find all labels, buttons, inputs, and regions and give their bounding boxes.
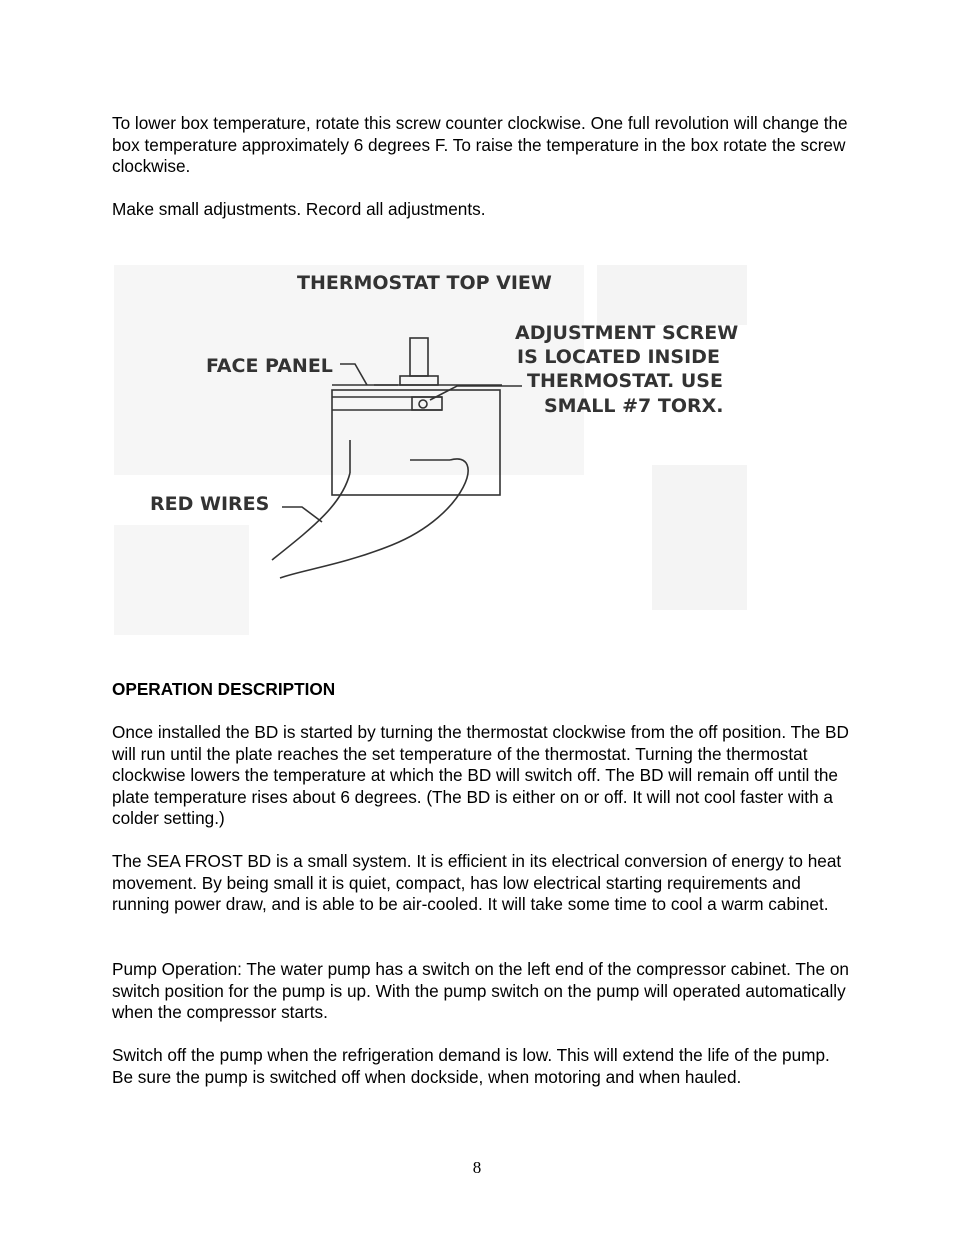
figure-title: THERMOSTAT TOP VIEW — [297, 272, 552, 294]
thermostat-diagram — [112, 260, 752, 640]
paragraph-start-operation: Once installed the BD is started by turning the thermostat clockwise from the off position. The BD will run until the plate reaches the set temperature of the thermostat. Turning the thermostat clockwise lowers the temperature at which the BD will switch off. The BD will remain off until the plate temperature rises about 6 degrees. (The BD is either on or off. It will not cool faster with a colder setting.) — [112, 722, 849, 828]
paragraph-pump-switch-off: Switch off the pump when the refrigeration demand is low. This will extend the life of the pump. Be sure the pump is switched off when dockside, when motoring and when hauled. — [112, 1045, 830, 1087]
paragraph-pump-operation: Pump Operation: The water pump has a switch on the left end of the compressor cabinet. The on switch position for the pump is up. With the pump switch on the pump will operated automatically when the compressor starts. — [112, 959, 849, 1022]
section-heading: OPERATION DESCRIPTION — [112, 679, 336, 699]
red-wires-label: RED WIRES — [150, 493, 270, 515]
paragraph-system-description: The SEA FROST BD is a small system. It is efficient in its electrical conversion of energy to heat movement. By being small it is quiet, compact, has low electrical starting requirements and running power draw, and is able to be air-cooled. It will take some time to cool a warm cabinet. — [112, 851, 842, 914]
page-number: 8 — [472, 1158, 482, 1177]
screw-label-line-1: ADJUSTMENT SCREW — [515, 322, 739, 344]
screw-label-line-3: THERMOSTAT. USE — [527, 370, 723, 392]
face-panel-label: FACE PANEL — [206, 355, 333, 377]
paragraph-screw-rotation: To lower box temperature, rotate this screw counter clockwise. One full revolution will change the box temperature approximately 6 degrees F. To raise the temperature in the box rotate the screw clockwise. — [112, 113, 848, 176]
screw-label-line-4: SMALL #7 TORX. — [544, 395, 724, 417]
paragraph-small-adjustments: Make small adjustments. Record all adjustments. — [112, 199, 486, 219]
screw-label-line-2: IS LOCATED INSIDE — [517, 346, 720, 368]
